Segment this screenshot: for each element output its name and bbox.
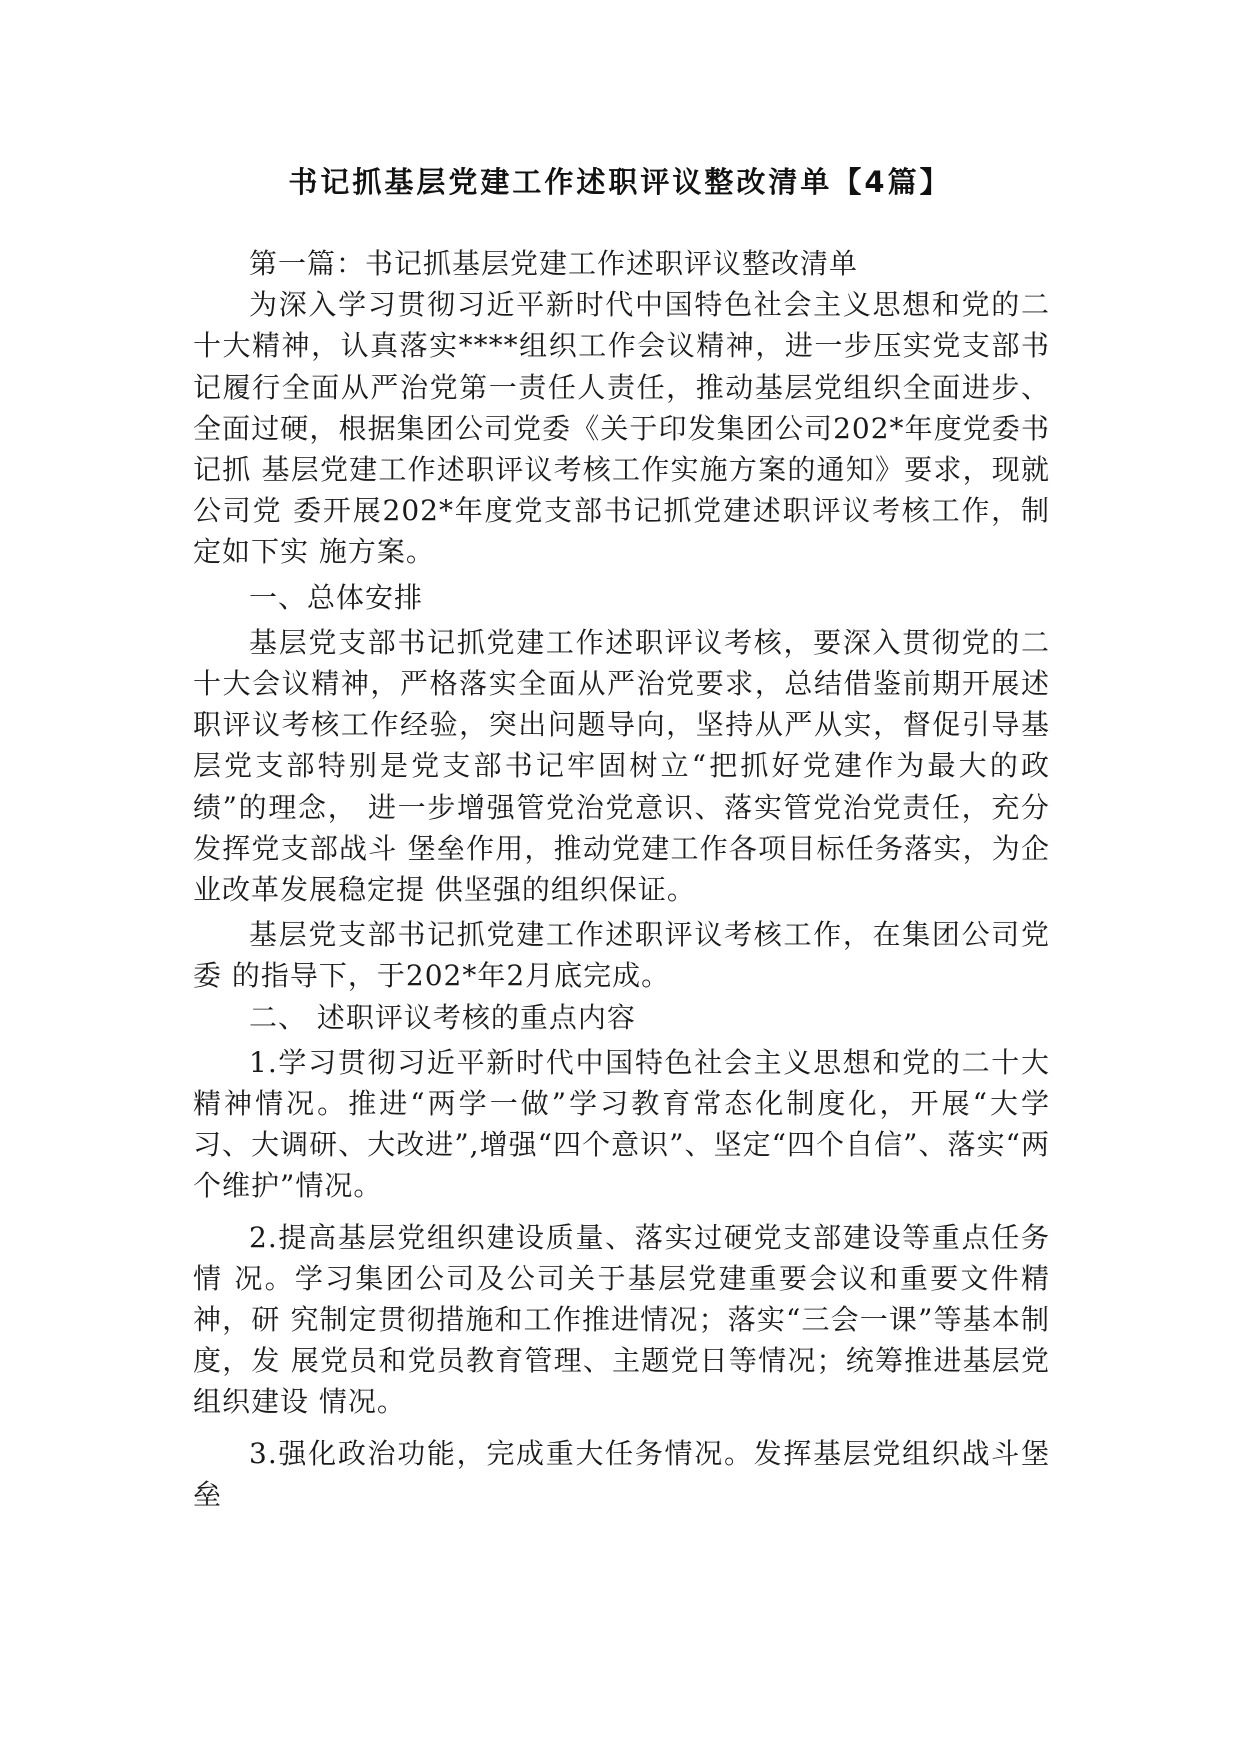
- paragraph-completion-time: 基层党支部书记抓党建工作述职评议考核工作，在集团公司党委 的指导下，于202*年2月底完成。: [193, 918, 1050, 993]
- list-item-2: 2.提高基层党组织建设质量、落实过硬党支部建设等重点任务情 况。学习集团公司及公司关于基层党建重要会议和重要文件精神，研 究制定贯彻措施和工作推进情况；落实“三会一课”等基本制度，发 展党员和党员教育管理、主题党日等情况；统筹推进基层党组织建设 情况。: [193, 1220, 1050, 1419]
- document-body: [193, 243, 1050, 1515]
- section-heading-overall: 一、总体安排: [249, 580, 424, 614]
- section-heading-key-content: 二、 述职评议考核的重点内容: [249, 1000, 636, 1034]
- paragraph-overall-requirements: 基层党支部书记抓党建工作述职评议考核，要深入贯彻党的二十大会议精神，严格落实全面从严治党要求，总结借鉴前期开展述职评议考核工作经验，突出问题导向，坚持从严从实，督促引导基层党支部特别是党支部书记牢固树立“把抓好党建作为最大的政绩”的理念， 进一步增强管党治党意识、落实管党治党责任，充分发挥党支部战斗 堡垒作用，推动党建工作各项目标任务落实，为企业改革发展稳定提 供坚强的组织保证。: [193, 625, 1050, 907]
- document-title: 书记抓基层党建工作述职评议整改清单【4篇】: [288, 165, 952, 199]
- list-item-1: 1.学习贯彻习近平新时代中国特色社会主义思想和党的二十大精神情况。推进“两学一做”学习教育常态化制度化，开展“大学习、大调研、大改进”,增强“四个意识”、坚定“四个自信”、落实“两 个维护”情况。: [193, 1045, 1050, 1203]
- paragraph-introduction: 为深入学习贯彻习近平新时代中国特色社会主义思想和党的二十大精神，认真落实****组织工作会议精神，进一步压实党支部书记履行全面从严治党第一责任人责任，推动基层党组织全面进步、全面过硬，根据集团公司党委《关于印发集团公司202*年度党委书记抓 基层党建工作述职评议考核工作实施方案的通知》要求，现就公司党 委开展202*年度党支部书记抓党建述职评议考核工作，制定如下实 施方案。: [193, 288, 1050, 569]
- section-heading-part-one: 第一篇：书记抓基层党建工作述职评议整改清单: [249, 247, 859, 280]
- list-item-3: 3.强化政治功能，完成重大任务情况。发挥基层党组织战斗堡垒: [193, 1436, 1050, 1511]
